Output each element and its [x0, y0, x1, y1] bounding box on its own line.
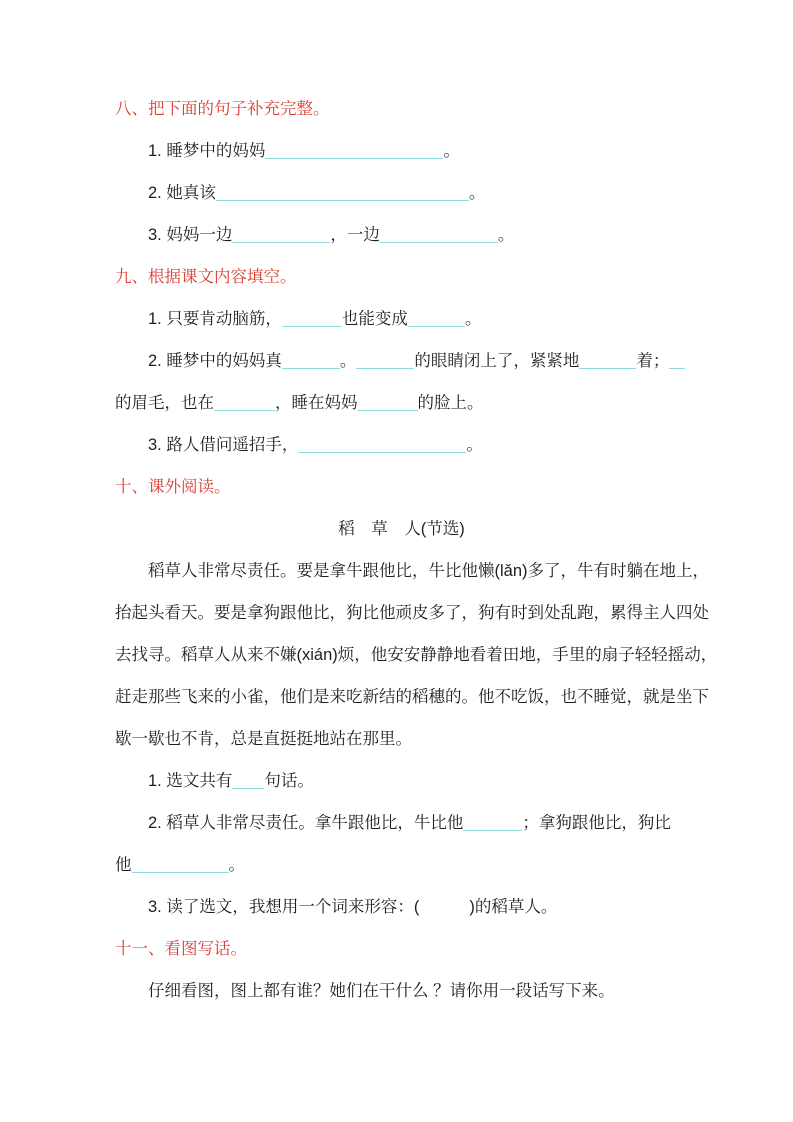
text-run: 他	[115, 856, 132, 874]
text-run: ，睡在妈妈	[275, 394, 358, 412]
text-run: 句话。	[264, 772, 314, 790]
fill-blank-line	[232, 242, 330, 243]
fill-blank-line	[132, 872, 229, 873]
text-run: 1. 睡梦中的妈妈	[148, 142, 266, 160]
reading-paragraph-line: 去找寻。稻草人从来不嫌(xián)烦，他安安静静地看着田地，手里的扇子轻轻摇动，	[115, 646, 718, 664]
text-run: 3. 妈妈一边	[148, 226, 233, 244]
text-run: )的稻草人。	[469, 898, 558, 916]
fill-blank-line	[380, 242, 498, 243]
fill-blank-line	[214, 410, 275, 411]
text-run: 。	[339, 352, 357, 370]
reading-paragraph-line: 抬起头看天。要是拿狗跟他比，狗比他顽皮多了，狗有时到处乱跑，累得主人四处	[115, 604, 709, 622]
fill-blank-line	[356, 368, 414, 369]
fill-blank-line	[216, 200, 469, 201]
fill-blank-line	[282, 368, 340, 369]
s8-question-2	[115, 172, 688, 214]
text-run: 2. 睡梦中的妈妈真	[148, 352, 282, 370]
text-run: 的眉毛，也在	[115, 394, 214, 412]
s9-question-3	[115, 424, 688, 466]
s10-question-3	[115, 886, 688, 928]
s8-question-1	[115, 130, 688, 172]
s9-question-2-line-1	[115, 340, 688, 382]
s10-question-1	[115, 760, 688, 802]
text-run: 。	[497, 226, 515, 244]
text-run: 2. 稻草人非常尽责任。拿牛跟他比，牛比他	[148, 814, 464, 832]
fill-blank-line	[232, 788, 264, 789]
section-10-reading	[115, 466, 718, 928]
text-run: 。	[464, 310, 482, 328]
section-8-heading: 八、把下面的句子补充完整。	[115, 100, 330, 118]
text-run: 1. 选文共有	[148, 772, 233, 790]
text-run: ，一边	[330, 226, 380, 244]
reading-paragraph-line: 赶走那些飞来的小雀，他们是来吃新结的稻穗的。他不吃饭，也不睡觉，就是坐下	[115, 688, 709, 706]
text-run: 1. 只要肯动脑筋，	[148, 310, 282, 328]
reading-paragraph-line: 歇一歇也不肯，总是直挺挺地站在那里。	[115, 730, 412, 748]
fill-blank-line	[358, 410, 418, 411]
text-run: 的脸上。	[417, 394, 484, 412]
picture-writing-instruction: 仔细看图，图上都有谁？她们在干什么 ？请你用一段话写下来。	[148, 982, 615, 1000]
s8-question-3	[115, 214, 688, 256]
fill-blank-line	[298, 452, 466, 453]
fill-blank-line	[282, 326, 342, 327]
text-run: 也能变成	[341, 310, 408, 328]
fill-blank-line	[463, 830, 522, 831]
section-11-picture-writing	[115, 928, 688, 1012]
text-run: 的眼睛闭上了，紧紧地	[414, 352, 580, 370]
s10-question-2-line-1	[115, 802, 688, 844]
text-run: 3. 路人借问遥招手，	[148, 436, 299, 454]
text-run: 着；	[636, 352, 670, 370]
section-9-fill-in-blanks	[115, 256, 688, 466]
text-run: 。	[443, 142, 460, 160]
s10-question-2-line-2	[115, 844, 688, 886]
s9-question-1	[115, 298, 688, 340]
fill-blank-line	[265, 158, 443, 159]
text-run: 3. 读了选文，我想用一个词来形容：(	[148, 898, 420, 916]
reading-paragraph-line: 稻草人非常尽责任。要是拿牛跟他比，牛比他懒(lǎn)多了，牛有时躺在地上，	[148, 562, 710, 580]
section-10-heading: 十、课外阅读。	[115, 478, 231, 496]
text-run: 2. 她真该	[148, 184, 216, 202]
text-run: 。	[228, 856, 245, 874]
section-11-heading: 十一、看图写话。	[115, 940, 247, 958]
text-run: ；拿狗跟他比，狗比	[522, 814, 671, 832]
text-run: 。	[468, 184, 486, 202]
text-run: 。	[466, 436, 483, 454]
s9-question-2-line-2	[115, 382, 688, 424]
fill-blank-line	[669, 368, 685, 369]
fill-blank-line	[408, 326, 465, 327]
section-8-sentence-completion	[115, 88, 688, 256]
reading-title: 稻 草 人(节选)	[338, 520, 465, 538]
fill-blank-line	[579, 368, 636, 369]
section-9-heading: 九、根据课文内容填空。	[115, 268, 297, 286]
